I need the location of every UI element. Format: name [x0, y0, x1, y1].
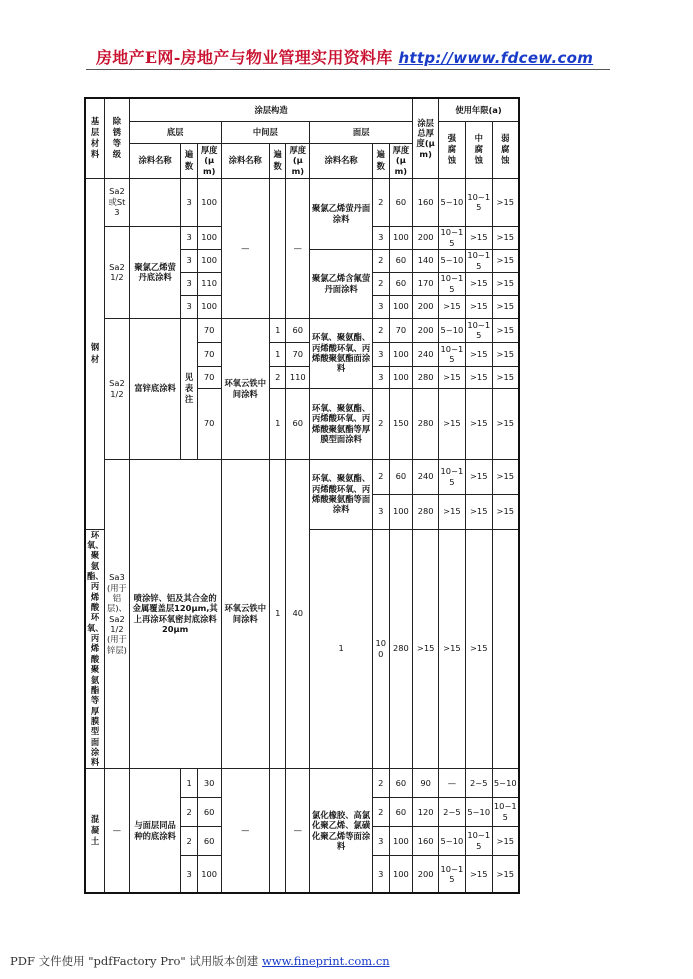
- cell: 70: [197, 366, 221, 388]
- cell: 3: [181, 226, 197, 249]
- header-base-material: 基层材料: [85, 98, 105, 178]
- cell: 1: [310, 529, 373, 768]
- cell: 10~15: [440, 227, 464, 248]
- see-note-cell: 见表注: [181, 318, 197, 459]
- cell: 3: [373, 366, 389, 388]
- cell: 100: [197, 226, 221, 249]
- cell: 150: [389, 388, 413, 459]
- cell: 5~10: [439, 318, 466, 342]
- header-bottom-layer: 底层: [129, 121, 221, 143]
- cell: 30: [197, 768, 221, 797]
- cell: 280: [389, 529, 413, 768]
- cell: 200: [413, 318, 439, 342]
- cell: 60: [389, 768, 413, 797]
- table-row: [85, 459, 519, 494]
- cell: 100: [389, 494, 413, 529]
- cell: 1: [269, 388, 285, 459]
- cell: 10~15: [465, 826, 492, 855]
- cell: 100: [389, 826, 413, 855]
- cell: 280: [413, 494, 439, 529]
- cell: >15: [465, 295, 492, 318]
- cell: 40: [286, 459, 310, 768]
- cell: >15: [492, 178, 519, 226]
- table-row: [85, 768, 519, 797]
- cell: >15: [492, 318, 519, 342]
- cell: 1: [269, 318, 285, 342]
- cell: 200: [413, 855, 439, 893]
- banner-divider: [86, 69, 610, 70]
- cell: 10~15: [439, 459, 466, 494]
- cell: 10~15: [440, 343, 464, 364]
- cell: 100: [389, 226, 413, 249]
- grade-cell: —: [105, 768, 130, 893]
- cell: 3: [373, 295, 389, 318]
- material-concrete: 混凝土: [85, 768, 105, 893]
- cell: 2: [269, 366, 285, 388]
- cell: 100: [197, 249, 221, 272]
- cell: 3: [373, 342, 389, 366]
- cell: >15: [439, 366, 466, 388]
- cell: 2: [181, 826, 197, 855]
- header-thickness: 厚度(μm): [286, 143, 310, 178]
- cell: >15: [465, 529, 492, 768]
- site-url-link[interactable]: http://www.fdcew.com: [398, 49, 594, 67]
- bottom-name-cell: [129, 178, 181, 226]
- header-name: 涂料名称: [129, 143, 181, 178]
- cell: 2: [373, 768, 389, 797]
- cell: 3: [181, 295, 197, 318]
- cell: >15: [439, 388, 466, 459]
- cell: 100: [197, 178, 221, 226]
- cell: >15: [492, 249, 519, 272]
- cell: 10~15: [467, 250, 491, 271]
- cell: 100: [389, 342, 413, 366]
- cell: 60: [389, 797, 413, 826]
- middle-passes-cell: [269, 178, 285, 318]
- cell: 60: [389, 272, 413, 295]
- material-steel: 钢材: [85, 178, 105, 529]
- header-total-thickness: 涂层总厚度(μm): [413, 98, 439, 178]
- top-coating-name: 氯化橡胶、高氯化聚乙烯、氯磺化聚乙烯等面涂料: [310, 768, 373, 893]
- header-banner: [96, 45, 616, 68]
- cell: >15: [439, 295, 466, 318]
- cell: 120: [413, 797, 439, 826]
- cell: 100: [373, 529, 389, 768]
- cell: 3: [181, 272, 197, 295]
- brand-name: 房地产: [96, 48, 145, 67]
- cell: 240: [413, 342, 439, 366]
- cell: 100: [389, 855, 413, 893]
- header-middle-layer: 中间层: [221, 121, 310, 143]
- cell: >15: [492, 226, 519, 249]
- cell: 2: [373, 459, 389, 494]
- cell: >15: [465, 272, 492, 295]
- cell: 2: [373, 318, 389, 342]
- header-service-life: 使用年限(a): [439, 98, 519, 121]
- cell: 100: [197, 295, 221, 318]
- cell: 60: [389, 459, 413, 494]
- table-row: [85, 318, 519, 342]
- grade-cell: Sa2或St3: [105, 178, 130, 226]
- cell: 70: [197, 318, 221, 342]
- cell: 5~10: [439, 249, 466, 272]
- cell: 2~5: [439, 797, 466, 826]
- top-coating-name: 聚氯乙烯萤丹面涂料: [310, 178, 373, 249]
- cell: >15: [439, 494, 466, 529]
- cell: 2: [373, 797, 389, 826]
- header-name: 涂料名称: [310, 143, 373, 178]
- cell: 100: [197, 855, 221, 893]
- cell: 2: [181, 797, 197, 826]
- cell: >15: [465, 855, 492, 893]
- cell: 60: [286, 388, 310, 459]
- cell: —: [439, 768, 466, 797]
- cell: 2: [373, 178, 389, 226]
- cell: 160: [413, 178, 439, 226]
- fineprint-link[interactable]: www.fineprint.com.cn: [261, 954, 390, 968]
- cell: >15: [465, 494, 492, 529]
- cell: >15: [492, 494, 519, 529]
- pdf-footer: [10, 953, 390, 969]
- cell: 1: [269, 459, 285, 768]
- cell: 60: [389, 249, 413, 272]
- header-thickness: 厚度(μm): [197, 143, 221, 178]
- cell: >15: [492, 366, 519, 388]
- cell: 5~10: [492, 768, 519, 797]
- cell: 70: [389, 318, 413, 342]
- cell: 200: [413, 226, 439, 249]
- cell: 5~10: [439, 178, 466, 226]
- grade-cell: Sa2 1/2: [105, 226, 130, 318]
- brand-e: E: [144, 48, 158, 67]
- cell: 3: [373, 226, 389, 249]
- cell: 280: [413, 366, 439, 388]
- cell: >15: [439, 529, 466, 768]
- cell: 3: [181, 178, 197, 226]
- cell: >15: [492, 459, 519, 494]
- cell: 110: [286, 366, 310, 388]
- cell: >15: [492, 295, 519, 318]
- header-passes: 遍数: [373, 143, 389, 178]
- cell: 10~15: [465, 178, 492, 226]
- cell: >15: [492, 826, 519, 855]
- cell: 140: [413, 249, 439, 272]
- middle-name-cell: —: [221, 178, 269, 318]
- cell: 60: [197, 826, 221, 855]
- cell: 280: [413, 388, 439, 459]
- cell: 10~15: [467, 319, 491, 340]
- cell: 60: [197, 797, 221, 826]
- middle-coating-name: 环氧云铁中间涂料: [221, 318, 269, 459]
- cell: >15: [492, 342, 519, 366]
- cell: 3: [373, 494, 389, 529]
- cell: 170: [413, 272, 439, 295]
- cell: 3: [373, 855, 389, 893]
- cell: 2: [373, 272, 389, 295]
- footer-text: PDF 文件使用 "pdfFactory Pro" 试用版本创建: [10, 954, 259, 968]
- cell: 60: [389, 178, 413, 226]
- grade-cell: Sa2 1/2: [105, 318, 130, 459]
- middle-coating-name: 环氧云铁中间涂料: [221, 459, 269, 768]
- header-medium-corrosion: 中腐蚀: [465, 121, 492, 178]
- cell: 90: [413, 768, 439, 797]
- cell: 3: [181, 249, 197, 272]
- header-weak-corrosion: 弱腐蚀: [492, 121, 519, 178]
- cell: 10~15: [439, 855, 466, 893]
- coating-table-container: [84, 97, 520, 894]
- cell: 2~5: [465, 768, 492, 797]
- cell: 3: [181, 855, 197, 893]
- cell: 10~15: [492, 797, 519, 826]
- cell: 70: [197, 342, 221, 366]
- cell: >15: [465, 226, 492, 249]
- cell: >15: [465, 342, 492, 366]
- cell: 1: [269, 342, 285, 366]
- cell: 10~15: [440, 273, 464, 294]
- top-coating-name: 聚氯乙烯含氟萤丹面涂料: [310, 249, 373, 318]
- cell: 160: [413, 826, 439, 855]
- bottom-coating-name: 喷涂锌、铝及其合金的金属覆盖层120μm,其上再涂环氧密封底涂料20μm: [129, 459, 221, 768]
- cell: 70: [286, 342, 310, 366]
- cell: 110: [197, 272, 221, 295]
- cell: 100: [389, 366, 413, 388]
- cell: >15: [492, 272, 519, 295]
- cell: 1: [181, 768, 197, 797]
- bottom-coating-name: 聚氯乙烯萤丹底涂料: [129, 226, 181, 318]
- top-coating-name: 环氧、聚氨酯、丙烯酸环氧、丙烯酸聚氨酯面涂料: [310, 318, 373, 388]
- header-top-layer: 面层: [310, 121, 413, 143]
- cell: >15: [413, 529, 439, 768]
- cell: 2: [373, 388, 389, 459]
- header-thickness: 厚度(μm): [389, 143, 413, 178]
- cell: 100: [389, 295, 413, 318]
- cell: 5~10: [465, 797, 492, 826]
- cell: 3: [373, 826, 389, 855]
- cell: 200: [413, 295, 439, 318]
- header-rust-grade: 除锈等级: [105, 98, 130, 178]
- cell: 240: [413, 459, 439, 494]
- top-coating-name: 环氧、聚氨酯、丙烯酸环氧、丙烯酸聚氨酯等面涂料: [310, 459, 373, 529]
- header-strong-corrosion: 强腐蚀: [439, 121, 466, 178]
- middle-thick-cell: —: [286, 178, 310, 318]
- cell: 2: [373, 249, 389, 272]
- bottom-coating-name: 富锌底涂料: [129, 318, 181, 459]
- cell: >15: [492, 388, 519, 459]
- header-passes: 遍数: [269, 143, 285, 178]
- header-passes: 遍数: [181, 143, 197, 178]
- middle-thick-cell: —: [286, 768, 310, 893]
- grade-cell: Sa3(用于铝层)、Sa2 1/2(用于锌层): [105, 459, 130, 768]
- top-coating-name: 环氧、聚氨酯、丙烯酸环氧、丙烯酸聚氨酯等厚膜型面涂料: [87, 529, 104, 768]
- table-row: [85, 178, 519, 226]
- cell: >15: [465, 459, 492, 494]
- cell: 60: [286, 318, 310, 342]
- cell: 70: [197, 388, 221, 459]
- cell: >15: [465, 366, 492, 388]
- brand-tagline: 网-房地产与物业管理实用资料库: [157, 48, 393, 67]
- coating-table: [84, 97, 520, 894]
- middle-name-cell: —: [221, 768, 269, 893]
- top-coating-name: 环氧、聚氨酯、丙烯酸环氧、丙烯酸聚氨酯等厚膜型面涂料: [310, 388, 373, 459]
- middle-passes-cell: [269, 768, 285, 893]
- cell: >15: [465, 388, 492, 459]
- bottom-coating-name: 与面层同品种的底涂料: [129, 768, 181, 893]
- header-coating-structure: 涂层构造: [129, 98, 412, 121]
- header-name: 涂料名称: [221, 143, 269, 178]
- cell: >15: [492, 855, 519, 893]
- cell: 5~10: [439, 826, 466, 855]
